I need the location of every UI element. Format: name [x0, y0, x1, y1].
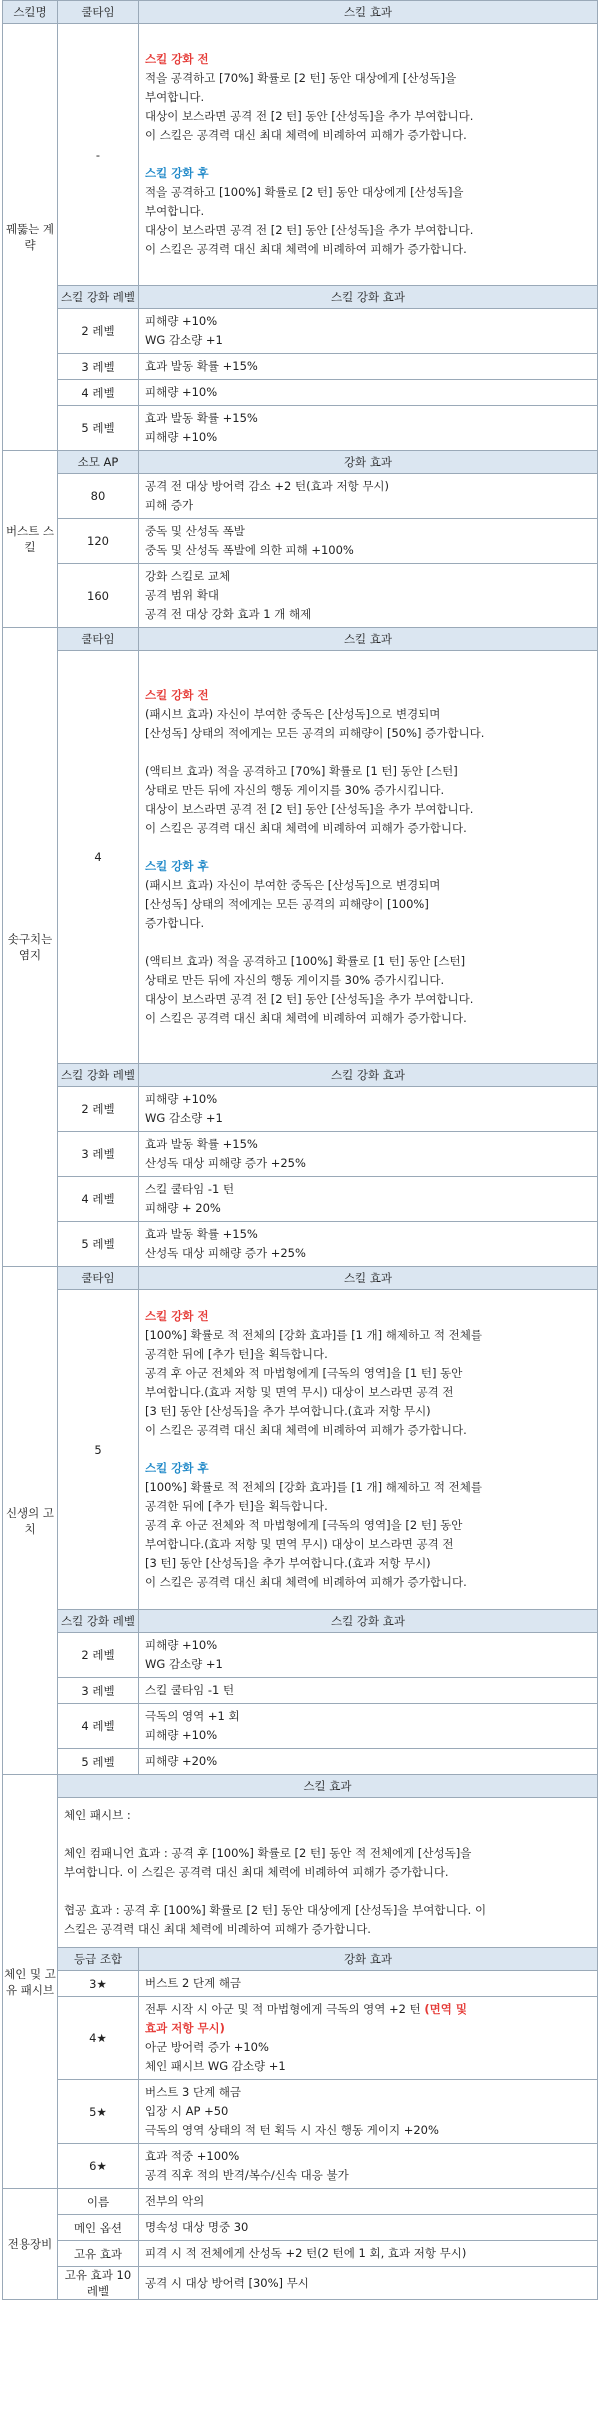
- burst-effect: 강화 스킬로 교체 공격 범위 확대 공격 전 대상 강화 효과 1 개 해제: [139, 564, 598, 628]
- skill3-effect: 스킬 강화 전 [100%] 확률로 적 전체의 [강화 효과]를 [1 개] 해제하고 적 전체를 공격한 뒤에 [추가 턴]을 획득합니다. 공격 후 아군 전체와 적 마법형에게 [극독의 영역]을 [1 턴] 동안 부여합니다.(효과 저항 및 면역 무시) 대상이 보스라면 공격 전 [3 턴] 동안 [산성독]을 추가 부여합니다.(효과 저항 무시) 이 스킬은 공격력 대신 최대 체력에 비례하여 피해가 증가합니다. 스킬 강화 후 [100%] 확률로 적 전체의 [강화 효과]를 [1 개] 해제하고 적 전체를 공격한 뒤에 [추가 턴]을 획득합니다. 공격 후 아군 전체와 적 마법형에게 [극독의 영역]을 [2 턴] 동안 부여합니다.(효과 저항 및 면역 무시) 대상이 보스라면 공격 전 [3 턴] 동안 [산성독]을 추가 부여합니다.(효과 저항 무시) 이 스킬은 공격력 대신 최대 체력에 비례하여 피해가 증가합니다.: [139, 1290, 598, 1610]
- skill2-level: 5 레벨: [58, 1222, 139, 1267]
- skill1-level-effect: 피해량 +10%: [139, 380, 598, 406]
- burst-effect: 중독 및 산성독 폭발 중독 및 산성독 폭발에 의한 피해 +100%: [139, 519, 598, 564]
- skill2-level: 3 레벨: [58, 1132, 139, 1177]
- grade-effect: 버스트 3 단계 해금 입장 시 AP +50 극독의 영역 상태의 적 턴 획득 시 자신 행동 게이지 +20%: [139, 2080, 598, 2144]
- passive-name: 체인 및 고유 패시브: [3, 1775, 58, 2189]
- grade: 5★: [58, 2080, 139, 2144]
- skill3-level: 4 레벨: [58, 1704, 139, 1749]
- skill1-level-effect: 효과 발동 확률 +15% 피해량 +10%: [139, 406, 598, 451]
- skill2-cooldown-header: 쿨타임: [58, 628, 139, 651]
- skill1-level-effect: 효과 발동 확률 +15%: [139, 354, 598, 380]
- skill3-effect-header: 스킬 효과: [139, 1267, 598, 1290]
- grade-effect: 버스트 2 단계 해금: [139, 1971, 598, 1997]
- skill1-effect-header: 스킬 강화 효과: [139, 286, 598, 309]
- skill3-before-title: 스킬 강화 전: [145, 1309, 209, 1323]
- equipment-value: 전부의 악의: [139, 2189, 598, 2215]
- skill1-level: 2 레벨: [58, 309, 139, 354]
- skill2-level-effect: 효과 발동 확률 +15% 산성독 대상 피해량 증가 +25%: [139, 1222, 598, 1267]
- skill1-cooldown: -: [58, 24, 139, 286]
- equipment-value: 공격 시 대상 방어력 [30%] 무시: [139, 2267, 598, 2300]
- equipment-label: 고유 효과 10 레벨: [58, 2267, 139, 2300]
- burst-effect-header: 강화 효과: [139, 451, 598, 474]
- burst-effect: 공격 전 대상 방어력 감소 +2 턴(효과 저항 무시) 피해 증가: [139, 474, 598, 519]
- equipment-label: 메인 옵션: [58, 2215, 139, 2241]
- equipment-value: 피격 시 적 전체에게 산성독 +2 턴(2 턴에 1 회, 효과 저항 무시): [139, 2241, 598, 2267]
- skill3-level-effect: 스킬 쿨타임 -1 턴: [139, 1678, 598, 1704]
- grade: 4★: [58, 1997, 139, 2080]
- skill3-level: 2 레벨: [58, 1633, 139, 1678]
- skill2-level: 2 레벨: [58, 1087, 139, 1132]
- burst-ap-header: 소모 AP: [58, 451, 139, 474]
- skill1-name: 꿰뚫는 계략: [3, 24, 58, 451]
- equipment-name: 전용장비: [3, 2189, 58, 2300]
- skill1-before-line: 적을 공격하고 [70%] 확률로 [2 턴] 동안 대상에게 [산성독]을: [145, 71, 457, 85]
- grade-header: 등급 조합: [58, 1948, 139, 1971]
- grade: 6★: [58, 2144, 139, 2189]
- header-cooldown: 쿨타임: [58, 1, 139, 24]
- skill3-level-header: 스킬 강화 레벨: [58, 1610, 139, 1633]
- equipment-value: 명속성 대상 명중 30: [139, 2215, 598, 2241]
- skill3-level-effect: 피해량 +20%: [139, 1749, 598, 1775]
- skill3-level-effect-header: 스킬 강화 효과: [139, 1610, 598, 1633]
- passive-effect: 체인 패시브 : 체인 컴패니언 효과 : 공격 후 [100%] 확률로 [2 턴] 동안 적 전체에게 [산성독]을 부여합니다. 이 스킬은 공격력 대신 최대 체력에 비례하여 피해가 증가합니다. 협공 효과 : 공격 후 [100%] 확률로 [2 턴] 동안 대상에게 [산성독]을 부여합니다. 이 스킬은 공격력 대신 최대 체력에 비례하여 피해가 증가합니다.: [58, 1798, 598, 1948]
- skill3-level: 5 레벨: [58, 1749, 139, 1775]
- skill1-level: 5 레벨: [58, 406, 139, 451]
- grade-effect: 전투 시작 시 아군 및 적 마법형에게 극독의 영역 +2 턴 (면역 및 효과 저항 무시) 아군 방어력 증가 +10% 체인 패시브 WG 감소량 +1: [139, 1997, 598, 2080]
- skill3-cooldown-header: 쿨타임: [58, 1267, 139, 1290]
- skill-table: [2, 0, 598, 2300]
- passive-effect-header: 스킬 효과: [58, 1775, 598, 1798]
- grade-effect: 효과 적중 +100% 공격 직후 적의 반격/복수/신속 대응 불가: [139, 2144, 598, 2189]
- skill1-level-header: 스킬 강화 레벨: [58, 286, 139, 309]
- passive-title: 체인 패시브 :: [64, 1808, 131, 1822]
- skill1-before-title: 스킬 강화 전: [145, 52, 209, 66]
- skill2-level-effect: 피해량 +10% WG 감소량 +1: [139, 1087, 598, 1132]
- skill2-level-effect-header: 스킬 강화 효과: [139, 1064, 598, 1087]
- skill1-after-title: 스킬 강화 후: [145, 166, 209, 180]
- skill2-effect-header: 스킬 효과: [139, 628, 598, 651]
- skill1-level: 4 레벨: [58, 380, 139, 406]
- skill2-level: 4 레벨: [58, 1177, 139, 1222]
- header-skill-name: 스킬명: [3, 1, 58, 24]
- skill2-name: 솟구치는 염지: [3, 628, 58, 1267]
- equipment-label: 고유 효과: [58, 2241, 139, 2267]
- burst-name: 버스트 스킬: [3, 451, 58, 628]
- skill3-level-effect: 피해량 +10% WG 감소량 +1: [139, 1633, 598, 1678]
- skill3-name: 신생의 고치: [3, 1267, 58, 1775]
- skill1-before-line: 대상이 보스라면 공격 전 [2 턴] 동안 [산성독]을 추가 부여합니다.: [145, 109, 474, 123]
- skill2-level-header: 스킬 강화 레벨: [58, 1064, 139, 1087]
- grade: 3★: [58, 1971, 139, 1997]
- skill2-effect: 스킬 강화 전 (패시브 효과) 자신이 부여한 중독은 [산성독]으로 변경되며 [산성독] 상태의 적에게는 모든 공격의 피해량이 [50%] 증가합니다. (액티브 효과) 적을 공격하고 [70%] 확률로 [1 턴] 동안 [스턴] 상태로 만든 뒤에 자신의 행동 게이지를 30% 증가시킵니다. 대상이 보스라면 공격 전 [2 턴] 동안 [산성독]을 추가 부여합니다. 이 스킬은 공격력 대신 최대 체력에 비례하여 피해가 증가합니다. 스킬 강화 후 (패시브 효과) 자신이 부여한 중독은 [산성독]으로 변경되며 [산성독] 상태의 적에게는 모든 공격의 피해량이 [100%] 증가합니다. (액티브 효과) 적을 공격하고 [100%] 확률로 [1 턴] 동안 [스턴] 상태로 만든 뒤에 자신의 행동 게이지를 30% 증가시킵니다. 대상이 보스라면 공격 전 [2 턴] 동안 [산성독]을 추가 부여합니다. 이 스킬은 공격력 대신 최대 체력에 비례하여 피해가 증가합니다.: [139, 651, 598, 1064]
- burst-ap: 80: [58, 474, 139, 519]
- equipment-label: 이름: [58, 2189, 139, 2215]
- skill1-before-line: 이 스킬은 공격력 대신 최대 체력에 비례하여 피해가 증가합니다.: [145, 128, 467, 142]
- skill3-level: 3 레벨: [58, 1678, 139, 1704]
- skill1-level: 3 레벨: [58, 354, 139, 380]
- skill3-cooldown: 5: [58, 1290, 139, 1610]
- skill1-after-line: 적을 공격하고 [100%] 확률로 [2 턴] 동안 대상에게 [산성독]을: [145, 185, 464, 199]
- skill2-level-effect: 스킬 쿨타임 -1 턴 피해량 + 20%: [139, 1177, 598, 1222]
- grade-effect-header: 강화 효과: [139, 1948, 598, 1971]
- header-skill-effect: 스킬 효과: [139, 1, 598, 24]
- skill1-before-line: 부여합니다.: [145, 90, 205, 104]
- skill3-level-effect: 극독의 영역 +1 회 피해량 +10%: [139, 1704, 598, 1749]
- skill1-after-line: 부여합니다.: [145, 204, 205, 218]
- skill2-after-title: 스킬 강화 후: [145, 859, 209, 873]
- skill1-after-line: 대상이 보스라면 공격 전 [2 턴] 동안 [산성독]을 추가 부여합니다.: [145, 223, 474, 237]
- skill2-before-title: 스킬 강화 전: [145, 688, 209, 702]
- skill1-level-effect: 피해량 +10% WG 감소량 +1: [139, 309, 598, 354]
- burst-ap: 120: [58, 519, 139, 564]
- skill3-after-title: 스킬 강화 후: [145, 1461, 209, 1475]
- burst-ap: 160: [58, 564, 139, 628]
- skill2-level-effect: 효과 발동 확률 +15% 산성독 대상 피해량 증가 +25%: [139, 1132, 598, 1177]
- skill1-after-line: 이 스킬은 공격력 대신 최대 체력에 비례하여 피해가 증가합니다.: [145, 242, 467, 256]
- skill2-cooldown: 4: [58, 651, 139, 1064]
- skill1-effect: [139, 24, 598, 286]
